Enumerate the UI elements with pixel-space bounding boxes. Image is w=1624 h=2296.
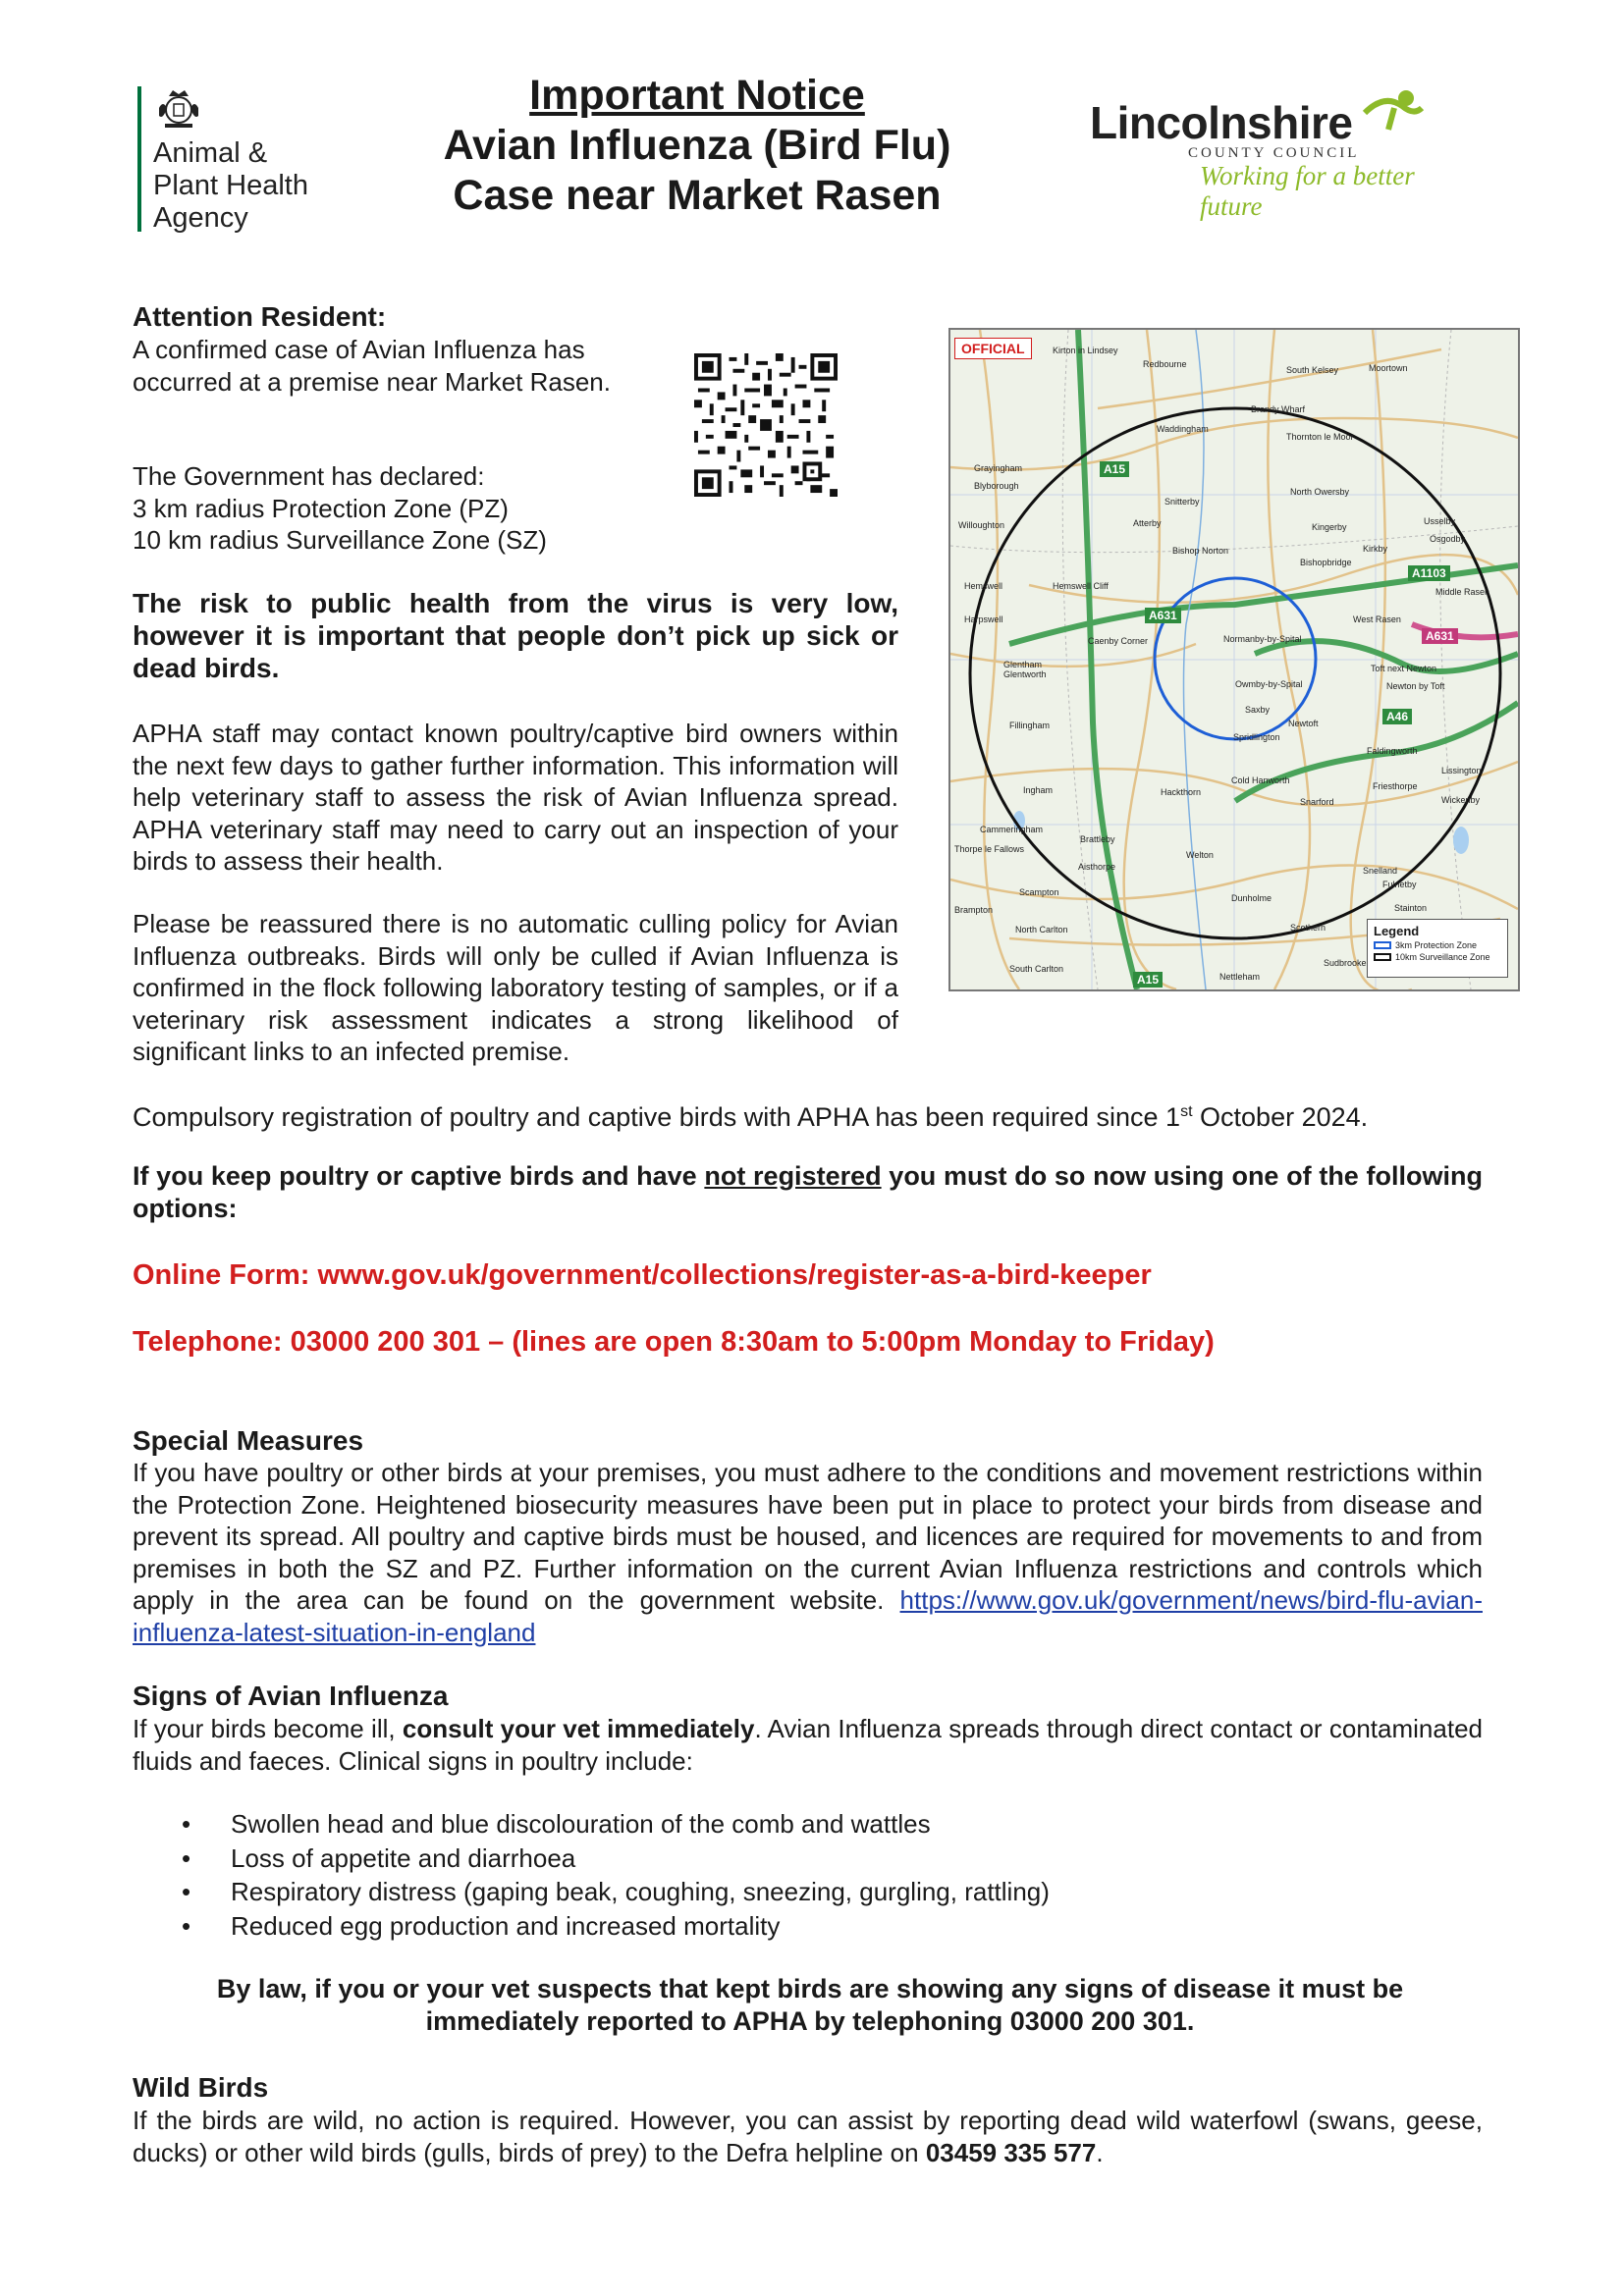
map-place-label: Brandy Wharf xyxy=(1251,404,1306,414)
map-place-label: Bishop Norton xyxy=(1172,546,1229,556)
map-place-label: Welton xyxy=(1186,850,1214,860)
list-item: • Respiratory distress (gaping beak, coughing, sneezing, gurgling, rattling) xyxy=(133,1875,1409,1909)
special-measures-heading: Special Measures xyxy=(133,1425,364,1456)
notice-title-line-1: Important Notice xyxy=(529,72,865,119)
map-place-label: Hemswell xyxy=(964,581,1003,591)
special-measures-body: If you have poultry or other birds at your premises, you must adhere to the conditions and movement restrictions within the Protection Zone. Heightened biosecurity measures have been put in place to protect your birds from disease and prevent its spread. All poultry and captive birds must be housed, and licences are required for movements to and from premises in both the SZ and PZ. Further information on the current Avian Influenza restrictions and controls which apply in the area can be found on the government website. xyxy=(133,1458,1483,1615)
declared-block xyxy=(133,460,682,557)
map-official-label: OFFICIAL xyxy=(954,338,1032,359)
wild-birds-text xyxy=(133,2105,1483,2168)
map-place-label: Faldingworth xyxy=(1367,746,1418,756)
map-legend-sz: 10km Surveillance Zone xyxy=(1395,952,1490,962)
map-place-label: South Kelsey xyxy=(1286,365,1339,375)
map-place-label: Friesthorpe xyxy=(1373,781,1418,791)
notice-title-line-2: Avian Influenza (Bird Flu) xyxy=(443,122,951,169)
declared-line-3: 10 km radius Surveillance Zone (SZ) xyxy=(133,525,547,555)
map-place-label: Nettleham xyxy=(1219,972,1261,982)
map-place-label: Lissington xyxy=(1441,766,1482,775)
culling-policy-text: Please be reassured there is no automatic culling policy for Avian Influenza outbreaks. Birds will only be culled if Avian Influenza is confirmed in the flock following laboratory testing of samples, or if a veterinary risk assessment indicates a strong likelihood of significant links to an infected premise. xyxy=(133,909,898,1066)
lcc-figure-icon xyxy=(1355,88,1424,133)
declared-line-1: The Government has declared: xyxy=(133,461,485,491)
map-place-label: Normanby-by-Spital xyxy=(1223,634,1302,644)
signs-text-bold: consult your vet immediately xyxy=(402,1714,755,1743)
map-road-label: A15 xyxy=(1133,972,1163,988)
map-place-label: Snitterby xyxy=(1164,497,1200,507)
map-place-label: Caenby Corner xyxy=(1088,636,1149,646)
map-place-label: South Carlton xyxy=(1009,964,1064,974)
case-text: A confirmed case of Avian Influenza has occurred at a premise near Market Rasen. xyxy=(133,335,611,397)
map-place-label: Glentworth xyxy=(1003,669,1047,679)
list-item: • Swollen head and blue discolouration of the comb and wattles xyxy=(133,1807,1409,1842)
map-place-label: Blyborough xyxy=(974,481,1019,491)
map-road-label: A46 xyxy=(1382,709,1412,724)
map-place-label: Redbourne xyxy=(1143,359,1187,369)
must-register-post: you must do so now using one of the following options: xyxy=(133,1161,1483,1223)
map-place-label: Wickenby xyxy=(1441,795,1481,805)
compulsory-post: October 2024. xyxy=(1192,1102,1369,1132)
map-place-label: Middle Rasen xyxy=(1435,587,1490,597)
map-place-label: Hemswell Cliff xyxy=(1053,581,1109,591)
qr-code-icon[interactable] xyxy=(693,353,839,497)
map-place-label: Kingerby xyxy=(1312,522,1347,532)
map-road-label: A631 xyxy=(1145,608,1181,623)
map-place-label: Grayingham xyxy=(974,463,1023,473)
pz-legend-swatch xyxy=(1374,941,1391,949)
map-place-label: Atterby xyxy=(1133,518,1162,528)
map-place-label: Newtoft xyxy=(1288,719,1319,728)
map-place-label: Owmby-by-Spital xyxy=(1235,679,1303,689)
map-place-label: Scampton xyxy=(1019,887,1059,897)
map-place-label: Dunholme xyxy=(1231,893,1272,903)
list-item: • Loss of appetite and diarrhoea xyxy=(133,1842,1409,1876)
map-place-label: Cold Hanworth xyxy=(1231,775,1290,785)
lcc-logo-tagline: Working for a better future xyxy=(1200,161,1415,221)
apha-green-rule xyxy=(137,86,141,232)
notice-title-block xyxy=(383,71,1011,221)
map-place-label: Spridlington xyxy=(1233,732,1280,742)
apha-logo xyxy=(137,86,334,234)
map-place-label: Waddingham xyxy=(1157,424,1209,434)
compulsory-pre: Compulsory registration of poultry and captive birds with APHA has been required since 1 xyxy=(133,1102,1181,1132)
map-place-label: Kirkby xyxy=(1363,544,1388,554)
map-place-label: Brampton xyxy=(954,905,994,915)
map-place-label: Fulnetby xyxy=(1382,880,1417,889)
map-place-label: Saxby xyxy=(1245,705,1271,715)
map-place-label: West Rasen xyxy=(1353,614,1401,624)
online-form-link[interactable]: Online Form: www.gov.uk/government/collections/register-as-a-bird-keeper xyxy=(133,1259,1152,1291)
map-place-label: Thorpe le Fallows xyxy=(954,844,1025,854)
map-place-label: Kirton in Lindsey xyxy=(1053,346,1118,355)
must-register-underlined: not registered xyxy=(704,1161,882,1191)
map-place-label: Newton by Toft xyxy=(1386,681,1445,691)
by-law-statement: By law, if you or your vet suspects that kept birds are showing any signs of disease it must be immediately reported to APHA by telephoning 03000 200 301. xyxy=(216,1974,1404,2036)
map-place-label: Hackthorn xyxy=(1161,787,1202,797)
map-place-label: Osgodby xyxy=(1430,534,1466,544)
wild-birds-text-post: . xyxy=(1096,2137,1104,2167)
special-measures-text xyxy=(133,1457,1483,1648)
map-legend xyxy=(1367,919,1508,978)
compulsory-sup: st xyxy=(1180,1103,1193,1120)
map-place-label: Snelland xyxy=(1363,866,1398,876)
apha-logo-line-2: Plant Health xyxy=(153,170,308,201)
map-place-label: Glentham xyxy=(1003,660,1043,669)
defra-helpline-number: 03459 335 577 xyxy=(925,2137,1097,2167)
signs-intro-text xyxy=(133,1713,1483,1777)
clinical-signs-list xyxy=(133,1807,1409,1943)
map-legend-pz: 3km Protection Zone xyxy=(1395,940,1478,950)
signs-heading: Signs of Avian Influenza xyxy=(133,1681,449,1711)
signs-text-pre: If your birds become ill, xyxy=(133,1714,403,1743)
lcc-logo-sub: COUNTY COUNCIL xyxy=(1188,145,1360,161)
wild-birds-heading: Wild Birds xyxy=(133,2072,269,2103)
risk-statement: The risk to public health from the virus is very low, however it is important that people don’t pick up sick or dead birds. xyxy=(133,588,898,683)
map-place-label: Stainton xyxy=(1394,903,1428,913)
royal-crest-icon xyxy=(155,86,202,132)
map-place-label: Brattleby xyxy=(1080,834,1115,844)
compulsory-registration-text xyxy=(133,1096,1507,1134)
wild-birds-text-pre: If the birds are wild, no action is required. However, you can assist by reporting dead wild waterfowl (swans, geese, ducks) or other wild birds (gulls, birds of prey) to the Defra helpline on xyxy=(133,2106,1483,2167)
zone-map[interactable] xyxy=(948,328,1520,991)
apha-logo-line-1: Animal & xyxy=(153,137,268,169)
map-place-label: Bishopbridge xyxy=(1300,558,1352,567)
map-place-label: Thornton le Moor xyxy=(1286,432,1354,442)
must-register-pre: If you keep poultry or captive birds and have xyxy=(133,1161,705,1191)
map-place-label: North Carlton xyxy=(1015,925,1068,934)
map-place-label: Toft next Newton xyxy=(1371,664,1437,673)
list-item: • Reduced egg production and increased mortality xyxy=(133,1909,1409,1944)
map-place-label: North Owersby xyxy=(1290,487,1350,497)
map-road-label: A15 xyxy=(1100,461,1129,477)
map-place-label: Sudbrooke xyxy=(1324,958,1367,968)
lcc-logo-main: Lincolnshire xyxy=(1090,97,1353,148)
map-place-label: Moortown xyxy=(1369,363,1408,373)
map-place-label: Snarford xyxy=(1300,797,1334,807)
gov-latest-situation-link[interactable]: https://www.gov.uk/government/news/bird-flu-avian-influenza-latest-situation-in-england xyxy=(133,1585,1483,1647)
map-place-label: Cammeringham xyxy=(980,825,1044,834)
map-place-label: Harpswell xyxy=(964,614,1003,624)
lcc-logo xyxy=(1090,88,1463,221)
map-road-label: A1103 xyxy=(1408,565,1450,581)
telephone-line: Telephone: 03000 200 301 – (lines are open 8:30am to 5:00pm Monday to Friday) xyxy=(133,1326,1215,1358)
apha-contact-text: APHA staff may contact known poultry/captive bird owners within the next few days to gather further information. This information will help veterinary staff to assess the risk of Avian Influenza spread. APHA veterinary staff may need to carry out an inspection of your birds to assess their health. xyxy=(133,719,898,876)
notice-title-line-3: Case near Market Rasen xyxy=(453,172,942,219)
attention-heading: Attention Resident: xyxy=(133,301,387,332)
sz-legend-swatch xyxy=(1374,953,1391,961)
declared-line-2: 3 km radius Protection Zone (PZ) xyxy=(133,493,509,523)
must-register-text xyxy=(133,1160,1483,1224)
apha-logo-line-3: Agency xyxy=(153,202,248,234)
map-place-label: Ingham xyxy=(1023,785,1054,795)
map-place-label: Willoughton xyxy=(958,520,1005,530)
map-place-label: Fillingham xyxy=(1009,721,1051,730)
map-road-label: A631 xyxy=(1422,628,1458,644)
map-place-label: Scothern xyxy=(1290,923,1326,933)
signs-text-post: . Avian Influenza spreads through direct contact or contaminated fluids and faeces. Clinical signs in poultry include: xyxy=(133,1714,1483,1776)
map-place-label: Usselby xyxy=(1424,516,1456,526)
map-place-label: Aisthorpe xyxy=(1078,862,1116,872)
map-legend-title: Legend xyxy=(1374,924,1420,938)
